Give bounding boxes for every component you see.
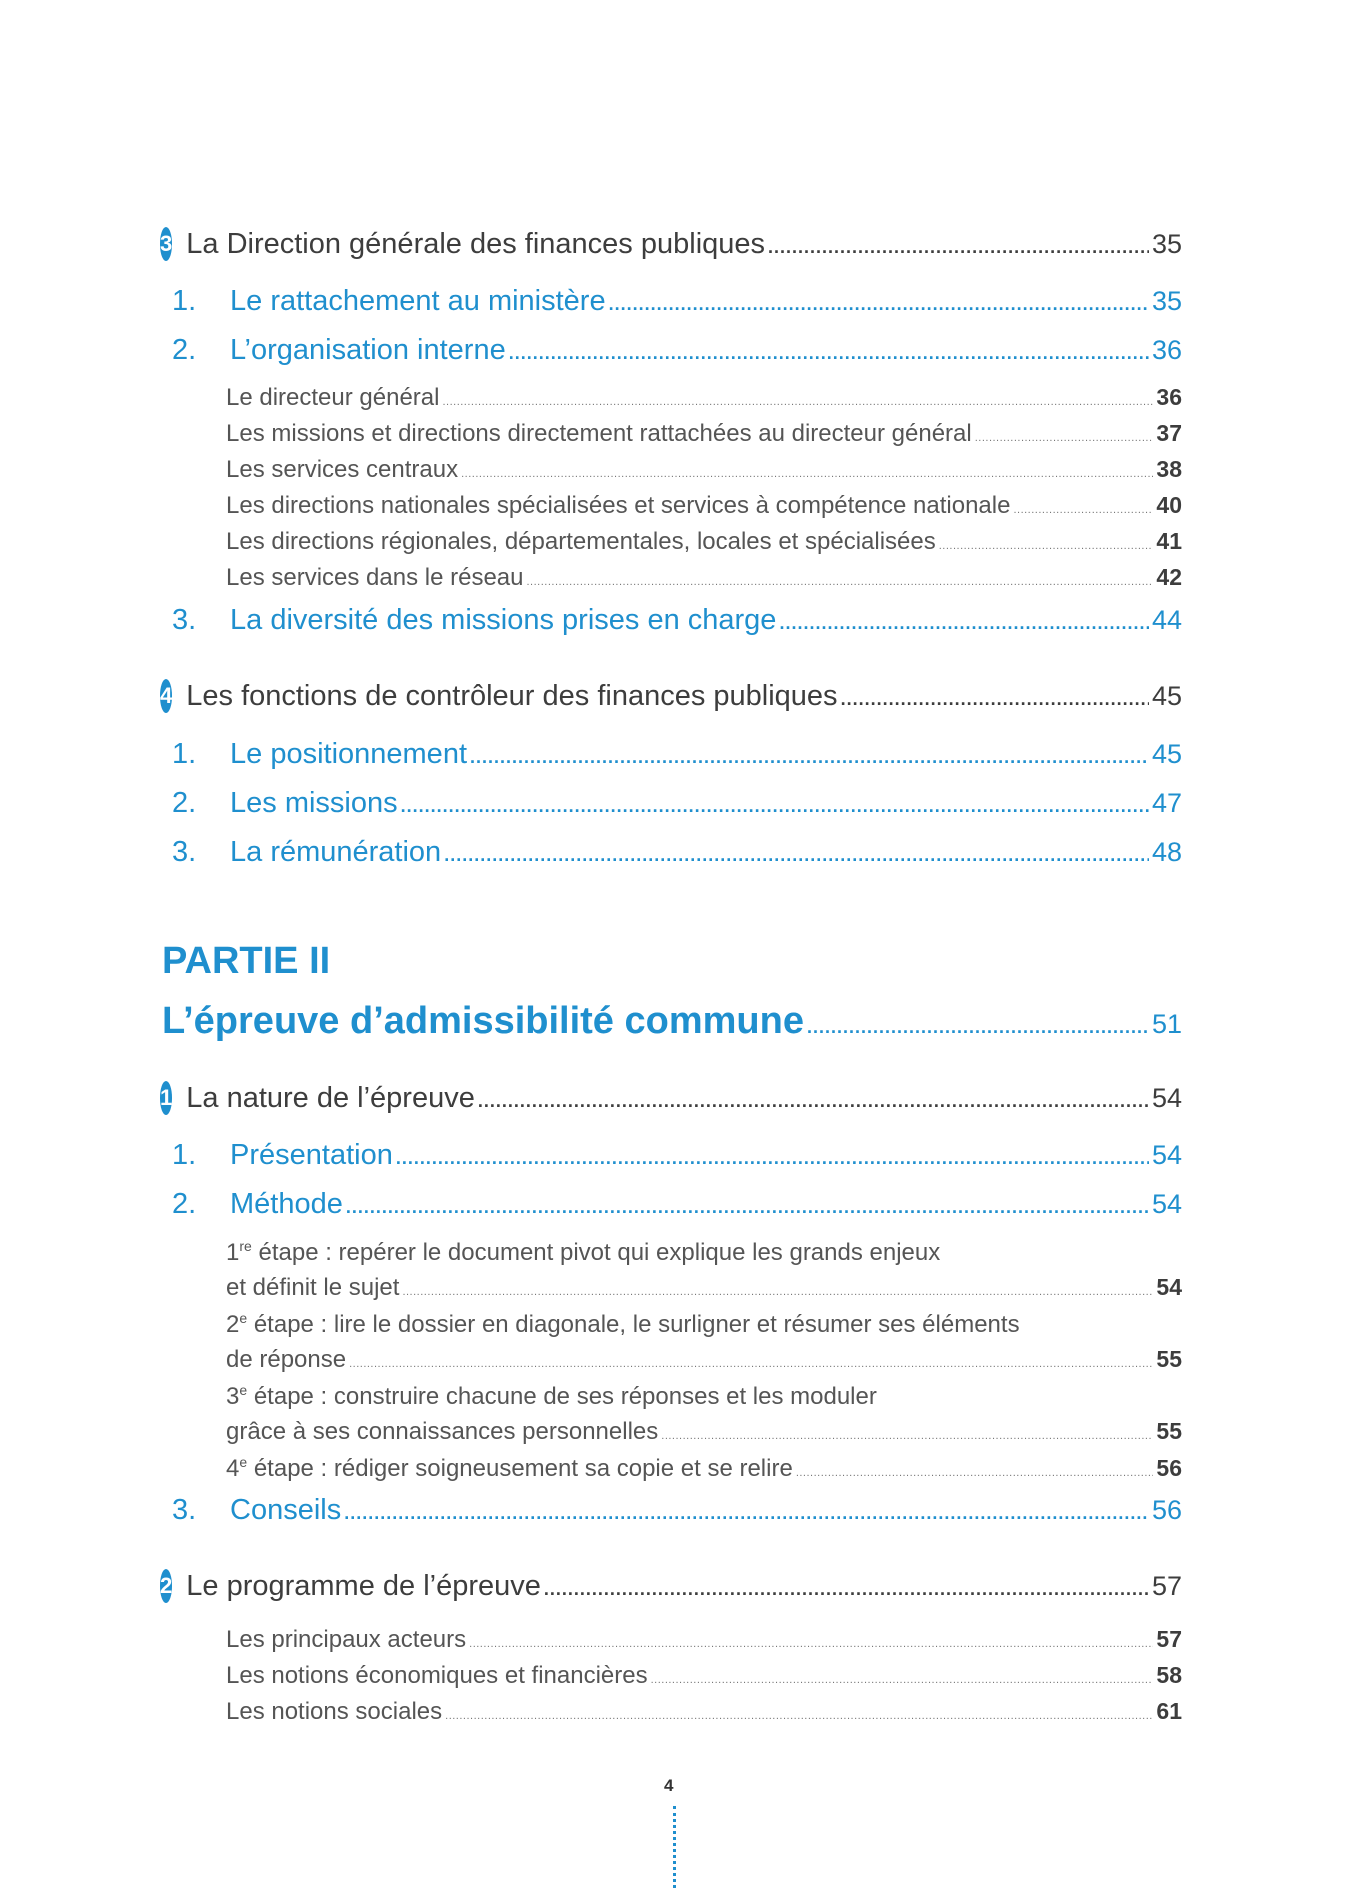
leader-dots [841,689,1149,710]
page-number: 55 [1156,1346,1182,1372]
leader-dots [939,540,1154,552]
leader-dots [461,468,1153,480]
page-number: 55 [1156,1418,1182,1444]
toc-chapter-4[interactable] [160,680,1182,715]
leader-dots [807,1017,1149,1038]
subentry-title: Les notions économiques et financières [226,1662,648,1689]
toc-subentry[interactable] [226,1698,1182,1726]
leader-dots [975,432,1154,444]
leader-dots [469,1638,1153,1650]
toc-subentry[interactable] [226,456,1182,484]
leader-dots [609,294,1149,315]
section-title: Méthode [230,1188,343,1220]
toc-section-3-1[interactable] [160,285,1182,318]
toc-subentry[interactable] [226,492,1182,520]
leader-dots [346,1197,1149,1218]
page-number: 47 [1151,788,1182,818]
section-number: 2. [172,334,197,366]
section-number: 3. [172,604,197,636]
toc-section-4-2[interactable] [160,787,1182,820]
page-number: 54 [1151,1083,1182,1113]
step-ordinal-suffix: e [239,1454,248,1470]
subentry-title: Les services dans le réseau [226,564,524,591]
page-number: 58 [1156,1662,1182,1688]
toc-section-1-3[interactable] [160,1494,1182,1527]
chapter-number-badge: 2 [160,1569,172,1603]
leader-dots [402,1286,1153,1298]
step-3-line-2[interactable] [226,1418,1182,1446]
toc-section-1-1[interactable] [160,1139,1182,1172]
subentry-title: Les notions sociales [226,1698,443,1725]
page-number: 54 [1151,1140,1182,1170]
page-number: 44 [1151,605,1182,635]
leader-dots [779,613,1149,634]
footer-dotted-line [673,1806,676,1888]
subentry-title: Les directions régionales, départementales, locales et spécialisées [226,528,936,555]
step-text: et définit le sujet [226,1274,400,1301]
leader-dots [796,1467,1154,1479]
step-text: étape : rédiger soigneusement sa copie et se relire [247,1455,793,1482]
toc-subentry[interactable] [226,1662,1182,1690]
step-2-line-2[interactable] [226,1346,1182,1374]
step-3-line-1[interactable] [226,1382,877,1411]
page-number: 45 [1151,739,1182,769]
leader-dots [478,1091,1149,1112]
section-number: 1. [172,285,197,317]
page-number: 35 [1151,286,1182,316]
section-number: 3. [172,1494,197,1526]
section-number: 2. [172,1188,197,1220]
leader-dots [768,237,1149,258]
step-1-line-1[interactable] [226,1238,940,1267]
page-number: 37 [1156,420,1182,446]
page-number: 41 [1156,528,1182,554]
subentry-title: Les principaux acteurs [226,1626,467,1653]
leader-dots [445,1710,1153,1722]
leader-dots [442,396,1153,408]
page-number: 54 [1156,1274,1182,1300]
toc-section-1-2[interactable] [160,1188,1182,1221]
subentry-title: Les directions nationales spécialisées et services à compétence nationale [226,492,1011,519]
section-title: Les missions [230,787,398,819]
page-number: 57 [1151,1571,1182,1601]
section-title: La diversité des missions prises en charge [230,604,777,636]
page-number: 57 [1156,1626,1182,1652]
toc-subentry[interactable] [226,420,1182,448]
step-ordinal: 4 [226,1455,240,1482]
chapter-title: Les fonctions de contrôleur des finances publiques [186,680,838,712]
page-number: 35 [1151,229,1182,259]
toc-section-3-3[interactable] [160,604,1182,637]
page-number: 56 [1151,1495,1182,1525]
leader-dots [349,1358,1153,1370]
toc-section-4-1[interactable] [160,738,1182,771]
step-ordinal-suffix: e [239,1310,248,1326]
leader-dots [396,1148,1149,1169]
toc-part-2-title[interactable] [162,1000,1182,1043]
leader-dots [544,1579,1149,1600]
footer-page-number: 4 [664,1776,674,1795]
step-text: étape : lire le dossier en diagonale, le surligner et résumer ses éléments [247,1311,1020,1338]
chapter-title: La nature de l’épreuve [186,1082,475,1114]
step-ordinal-suffix: e [239,1382,248,1398]
page-number: 61 [1156,1698,1182,1724]
step-ordinal: 2 [226,1311,240,1338]
section-title: L’organisation interne [230,334,506,366]
step-ordinal: 1 [226,1239,240,1266]
page-number: 36 [1156,384,1182,410]
leader-dots [651,1674,1154,1686]
toc-subentry[interactable] [226,528,1182,556]
toc-chapter-2[interactable] [160,1570,1182,1605]
section-number: 3. [172,836,197,868]
toc-subentry[interactable] [226,384,1182,412]
page-number: 54 [1151,1189,1182,1219]
toc-chapter-1[interactable] [160,1082,1182,1117]
toc-chapter-3[interactable] [160,228,1182,263]
step-4[interactable] [226,1454,1182,1483]
subentry-title: Le directeur général [226,384,440,411]
step-ordinal: 3 [226,1383,240,1410]
toc-section-3-2[interactable] [160,334,1182,367]
leader-dots [401,796,1149,817]
step-text: étape : repérer le document pivot qui explique les grands enjeux [251,1239,941,1266]
section-number: 1. [172,1139,197,1171]
toc-subentry[interactable] [226,1626,1182,1654]
chapter-number-badge: 4 [160,679,172,713]
leader-dots [444,845,1149,866]
chapter-number-badge: 3 [160,227,172,261]
chapter-number-badge: 1 [160,1081,172,1115]
leader-dots [661,1430,1153,1442]
step-text: grâce à ses connaissances personnelles [226,1418,659,1445]
toc-subentry[interactable] [226,564,1182,592]
section-number: 1. [172,738,197,770]
section-title: Conseils [230,1494,342,1526]
page-number: 38 [1156,456,1182,482]
section-title: Le positionnement [230,738,467,770]
leader-dots [1013,504,1153,516]
subentry-title: Les missions et directions directement rattachées au directeur général [226,420,972,447]
step-text: de réponse [226,1346,347,1373]
page-number: 36 [1151,335,1182,365]
leader-dots [509,343,1149,364]
chapter-title: Le programme de l’épreuve [186,1570,541,1602]
page-number: 51 [1151,1009,1182,1039]
section-title: Présentation [230,1139,393,1171]
section-title: Le rattachement au ministère [230,285,606,317]
section-number: 2. [172,787,197,819]
step-text: étape : construire chacune de ses réponses et les moduler [247,1383,877,1410]
section-title: La rémunération [230,836,442,868]
step-ordinal-suffix: re [239,1238,252,1254]
page-number: 48 [1151,837,1182,867]
leader-dots [527,576,1154,588]
page-number: 42 [1156,564,1182,590]
page-number: 45 [1151,681,1182,711]
subentry-title: Les services centraux [226,456,459,483]
page-number: 40 [1156,492,1182,518]
step-2-line-1[interactable] [226,1310,1020,1339]
part-title: L’épreuve d’admissibilité commune [162,1000,804,1042]
toc-section-4-3[interactable] [160,836,1182,869]
page-number: 56 [1156,1455,1182,1481]
step-1-line-2[interactable] [226,1274,1182,1302]
leader-dots [344,1503,1149,1524]
leader-dots [470,747,1149,768]
chapter-title: La Direction générale des finances publiques [186,228,766,260]
part-label: PARTIE II [162,940,331,982]
